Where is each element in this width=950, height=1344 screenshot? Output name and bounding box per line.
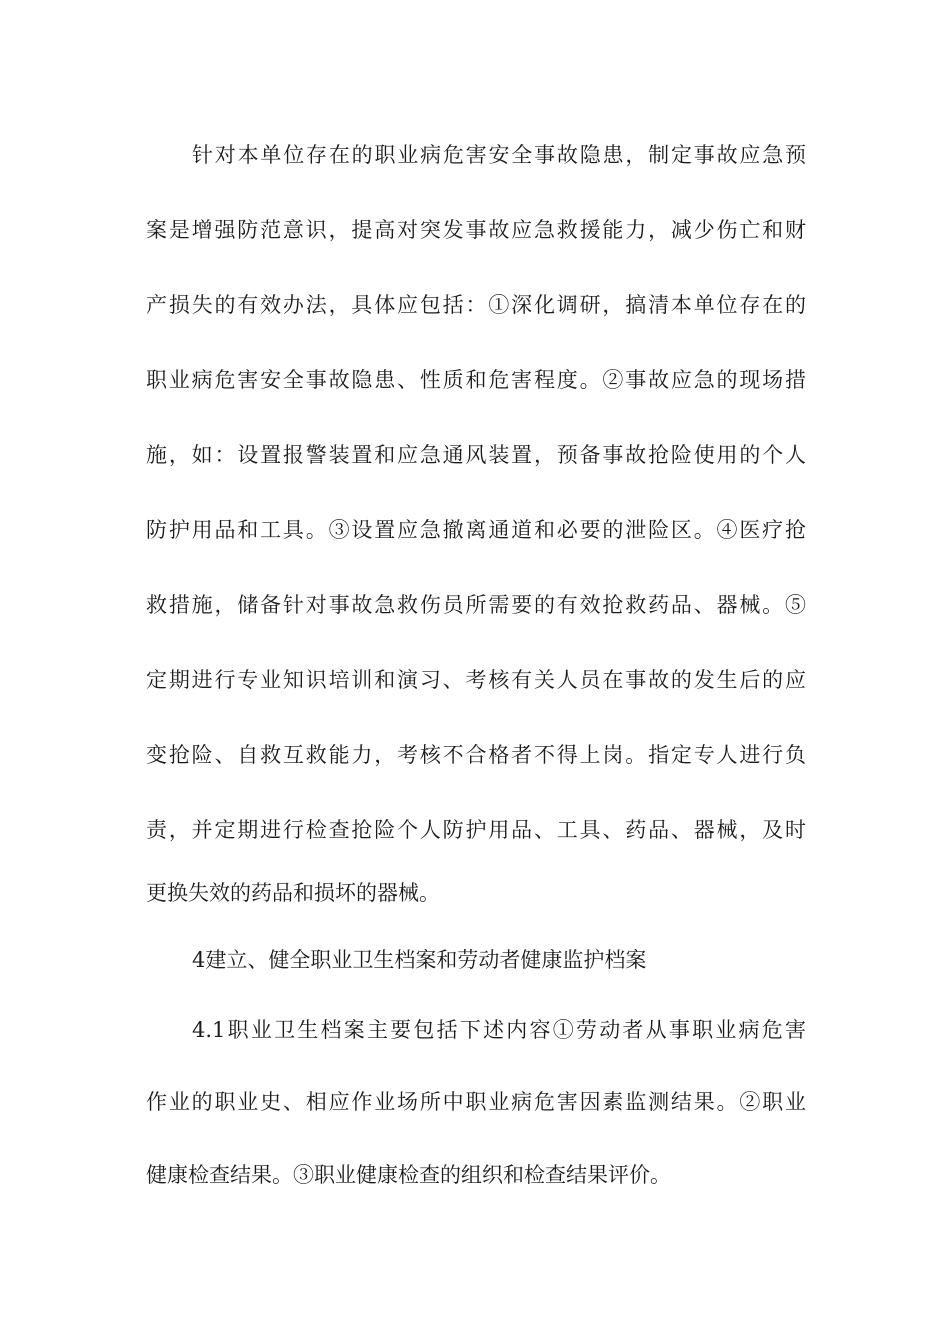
section-heading-text: 4建立、健全职业卫生档案和劳动者健康监护档案 xyxy=(192,948,647,972)
paragraph-line: 救措施，储备针对事故急救伤员所需要的有效抢救药品、器械。⑤ xyxy=(146,593,806,617)
paragraph-line: 定期进行专业知识培训和演习、考核有关人员在事故的发生后的应 xyxy=(146,668,806,692)
paragraph-line: 产损失的有效办法，具体应包括：①深化调研，搞清本单位存在的 xyxy=(146,293,806,317)
paragraph-line: 防护用品和工具。③设置应急撤离通道和必要的泄险区。④医疗抢 xyxy=(146,518,806,542)
paragraph-line: 健康检查结果。③职业健康检查的组织和检查结果评价。 xyxy=(146,1163,671,1187)
paragraph-line: 针对本单位存在的职业病危害安全事故隐患，制定事故应急预 xyxy=(192,143,806,167)
paragraph-line: 4.1职业卫生档案主要包括下述内容①劳动者从事职业病危害 xyxy=(192,1018,806,1042)
paragraph-line: 案是增强防范意识，提高对突发事故应急救援能力，减少伤亡和财 xyxy=(146,218,806,242)
paragraph-line: 更换失效的药品和损坏的器械。 xyxy=(146,881,440,905)
paragraph-line: 责，并定期进行检查抢险个人防护用品、工具、药品、器械，及时 xyxy=(146,818,806,842)
paragraph-line: 变抢险、自救互救能力，考核不合格者不得上岗。指定专人进行负 xyxy=(146,743,806,767)
paragraph-line: 作业的职业史、相应作业场所中职业病危害因素监测结果。②职业 xyxy=(146,1090,806,1114)
paragraph-line: 职业病危害安全事故隐患、性质和危害程度。②事故应急的现场措 xyxy=(146,368,806,392)
paragraph-line: 施，如：设置报警装置和应急通风装置，预备事故抢险使用的个人 xyxy=(146,443,806,467)
